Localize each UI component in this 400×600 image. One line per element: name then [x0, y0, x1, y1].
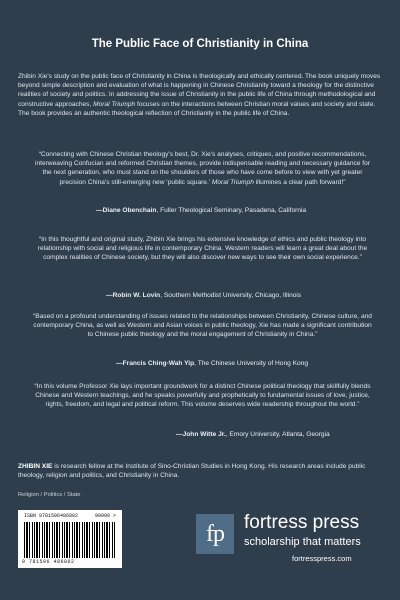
- price-code: 90000 >: [94, 513, 116, 519]
- description-italic-title: Moral Triumph: [93, 100, 136, 108]
- description-text-1: Zhibin Xie's study on the public face of Christianity in China is theologically and ethically centered. The book uniquely moves beyond simple description and evaluation of what is happening in Chinese Christianity toward a theology for the distinctive realities of society and politics. In addressing the issue of Christianity in the public life of China through methodological and constructive approaches,: [18, 73, 381, 108]
- endorser-affiliation: , The Chinese University of Hong Kong: [194, 360, 309, 367]
- publisher-tagline: scholarship that matters: [244, 536, 361, 548]
- subject-categories: Religion / Politics / State: [18, 492, 81, 498]
- endorser-name: —Diane Obenchain: [96, 207, 157, 214]
- endorsement-quote: [30, 150, 375, 187]
- endorsement-text: “In this thoughtful and original study, Zhibin Xie brings his extensive knowledge of ethics and public theology into relationship with social and religious life in contemporary China. Western readers will learn a great deal about the complex realities of Chinese society, but they will also discover new ways to see their own social experience.”: [37, 236, 368, 262]
- endorsement-quote: [30, 312, 375, 340]
- publisher-logo: fp: [196, 514, 234, 554]
- endorsement-text: “Based on a profound understanding of issues related to the relationships between Christianity, Chinese culture, and contemporary China, as well as Western and Asian voices in public theology, Xie has made a significant contribution to Chinese public theology and the moral engagement of Christianity in China.”: [33, 313, 372, 339]
- endorsement-attribution: [176, 431, 330, 438]
- author-bio: [18, 462, 382, 480]
- endorser-affiliation: , Emory University, Atlanta, Georgia: [225, 431, 330, 438]
- endorser-affiliation: , Southern Methodist University, Chicago, Illinois: [160, 292, 302, 299]
- endorser-name: —Francis Ching-Wah Yip: [116, 360, 195, 367]
- description-text-2: focuses on the interactions between Christian moral values and society and state. The book provides an authentic theological reflection of Christianity in the public life of China.: [18, 100, 376, 117]
- endorsement-attribution: [106, 292, 301, 299]
- isbn-label: ISBN 9781506486802: [24, 513, 79, 519]
- endorsement-quote: [30, 235, 375, 263]
- book-title: The Public Face of Christianity in China: [91, 38, 309, 50]
- endorser-name: —John Witte Jr.: [176, 431, 226, 438]
- publisher-name: fortress press: [244, 512, 360, 533]
- barcode-bars: [24, 522, 116, 558]
- endorsement-attribution: [116, 360, 308, 367]
- endorsement-quote: [30, 382, 375, 410]
- author-bio-text: is research fellow at the Institute of Sino-Christian Studies in Hong Kong. His research areas include public theology, religion and politics, and Christianity in China.: [18, 463, 366, 480]
- book-description: [18, 72, 382, 118]
- endorser-affiliation: , Fuller Theological Seminary, Pasadena, California: [156, 207, 307, 214]
- publisher-url: fortresspress.com: [292, 554, 352, 563]
- endorsement-text: “In this volume Professor Xie lays important groundwork for a distinct Chinese political theology that skillfully blends Chinese and Western teachings, and he speaks powerfully and prophetically to fundamental issues of love, justice, rights, freedom, and legal and political reform. This volume deserves wide readership throughout the world.”: [34, 383, 371, 409]
- endorsement-text: “Connecting with Chinese Christian theology's best, Dr. Xie's analyses, critiques, and positive recommendations, interweaving Confucian and reformed Christian themes, provide indispensable reading and necessary guidance for the next generation, who must stand on the shoulders of those who have come before to view with yet greater precision China's still-emerging new ‘public square.’: [34, 151, 370, 186]
- endorser-name: —Robin W. Lovin: [106, 292, 161, 299]
- endorsement-italic-title: Moral Triumph: [211, 178, 254, 186]
- author-name: ZHIBIN XIE: [18, 463, 53, 470]
- barcode: [18, 510, 122, 568]
- barcode-number: 9 781506 486802: [22, 559, 75, 565]
- endorsement-text-end: illumines a clear path forward!”: [253, 178, 346, 186]
- endorsement-attribution: [96, 207, 306, 214]
